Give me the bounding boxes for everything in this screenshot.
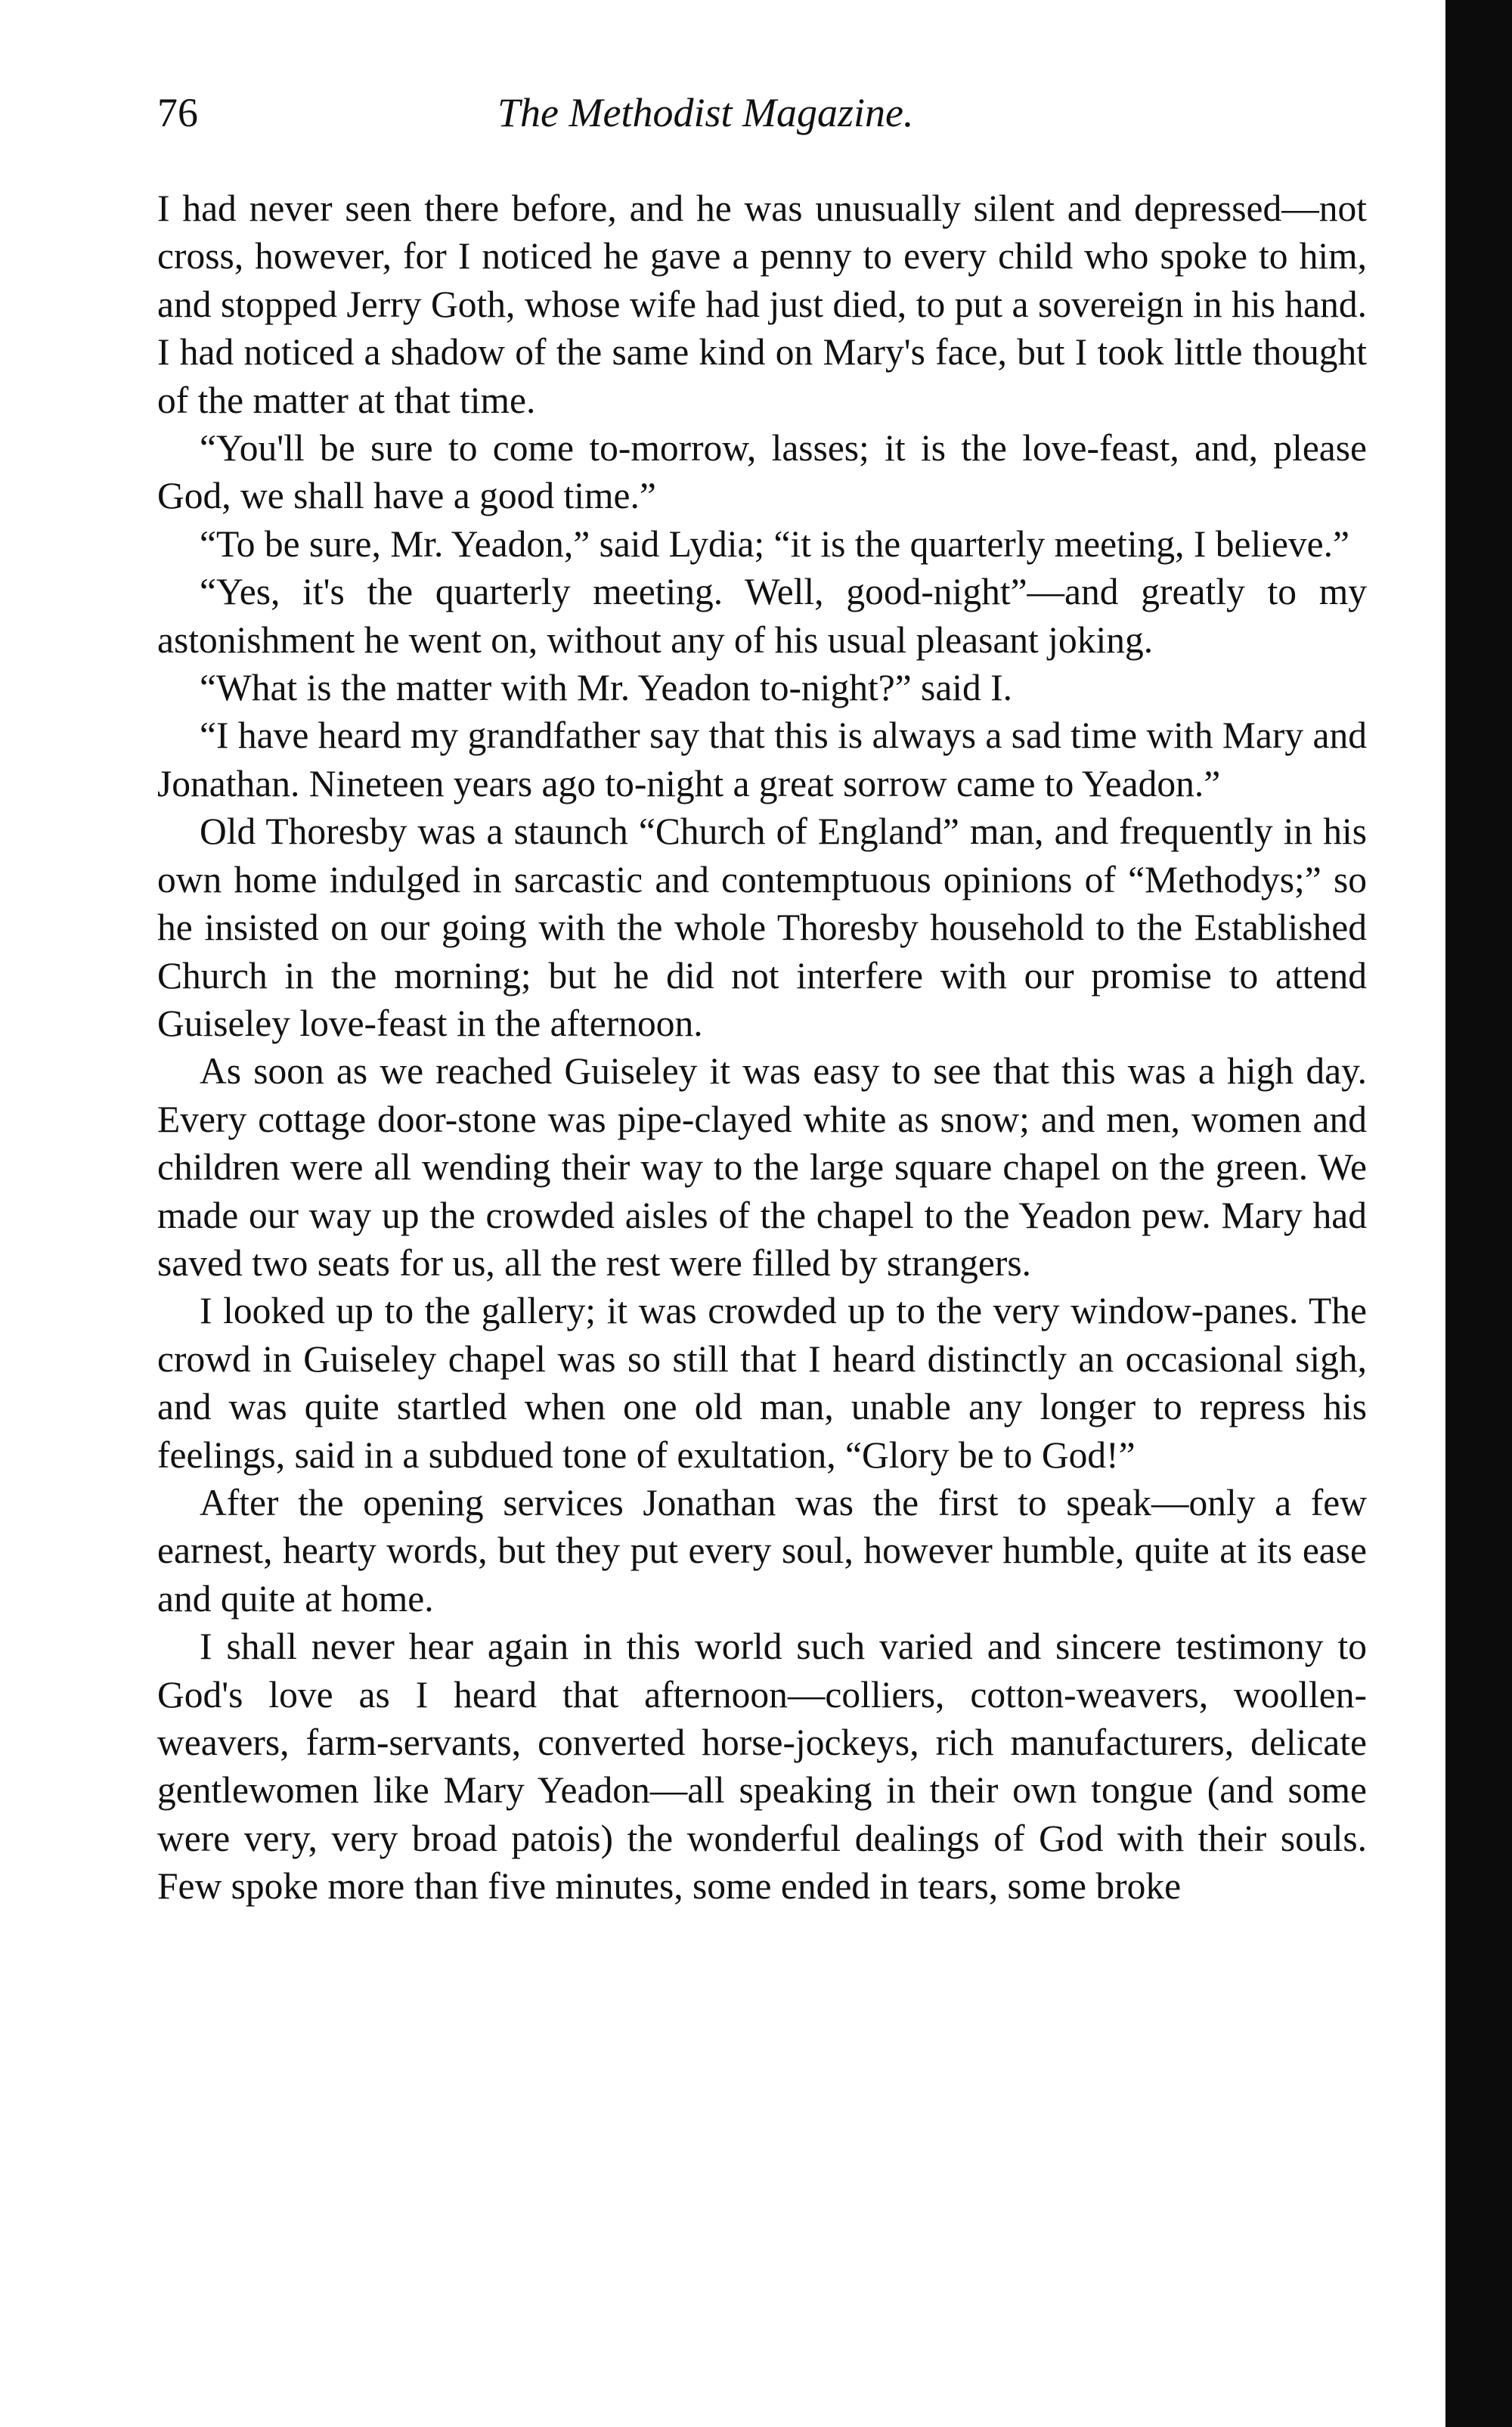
paragraph-2: “You'll be sure to come to-morrow, lasses; it is the love-feast, and, please God, we shall have a good time.” (157, 427, 1367, 517)
paragraph-11: I shall never hear again in this world such varied and sincere testimony to God's love as I heard that afternoon—colliers, cotton-weavers, woollen-weavers, farm-servants, converted horse-jockeys, rich manufacturers, delicate gentlewomen like Mary Yeadon—all speaking in their own tongue (and some were very, very broad patois) the wonderful dealings of God with their souls. Few spoke more than five minutes, some ended in tears, some broke (157, 1626, 1367, 1908)
paragraph-4: “Yes, it's the quarterly meeting. Well, good-night”—and greatly to my astonishment he went on, without any of his usual pleasant joking. (157, 571, 1367, 661)
scan-edge-shadow (1445, 0, 1512, 2427)
article-body (157, 184, 1367, 1911)
paragraph-1: I had never seen there before, and he was unusually silent and depressed—not cross, however, for I noticed he gave a penny to every child who spoke to him, and stopped Jerry Goth, whose wife had just died, to put a sovereign in his hand. I had noticed a shadow of the same kind on Mary's face, but I took little thought of the matter at that time. (157, 188, 1367, 421)
journal-title: The Methodist Magazine. (497, 90, 914, 135)
paragraph-8: As soon as we reached Guiseley it was easy to see that this was a high day. Every cottage door-stone was pipe-clayed white as snow; and men, women and children were all wending their way to the large square chapel on the green. We made our way up the crowded aisles of the chapel to the Yeadon pew. Mary had saved two seats for us, all the rest were filled by strangers. (157, 1050, 1367, 1284)
paragraph-10: After the opening services Jonathan was the first to speak—only a few earnest, hearty words, but they put every soul, however humble, quite at its ease and quite at home. (157, 1481, 1367, 1620)
paragraph-6: “I have heard my grandfather say that this is always a sad time with Mary and Jonathan. Nineteen years ago to-night a great sorrow came to Yeadon.” (157, 714, 1367, 804)
paragraph-7: Old Thoresby was a staunch “Church of England” man, and frequently in his own home indulged in sarcastic and contemptuous opinions of “Methodys;” so he insisted on our going with the whole Thoresby household to the Established Church in the morning; but he did not interfere with our promise to attend Guiseley love-feast in the afternoon. (157, 811, 1367, 1044)
paragraph-3: “To be sure, Mr. Yeadon,” said Lydia; “it is the quarterly meeting, I believe.” (200, 522, 1349, 565)
page-number: 76 (157, 90, 198, 135)
paragraph-5: “What is the matter with Mr. Yeadon to-night?” said I. (200, 667, 1013, 709)
running-header (157, 89, 1367, 157)
paragraph-9: I looked up to the gallery; it was crowded up to the very window-panes. The crowd in Guiseley chapel was so still that I heard distinctly an occasional sigh, and was quite startled when one old man, unable any longer to repress his feelings, said in a subdued tone of exultation, “Glory be to God!” (157, 1290, 1367, 1476)
